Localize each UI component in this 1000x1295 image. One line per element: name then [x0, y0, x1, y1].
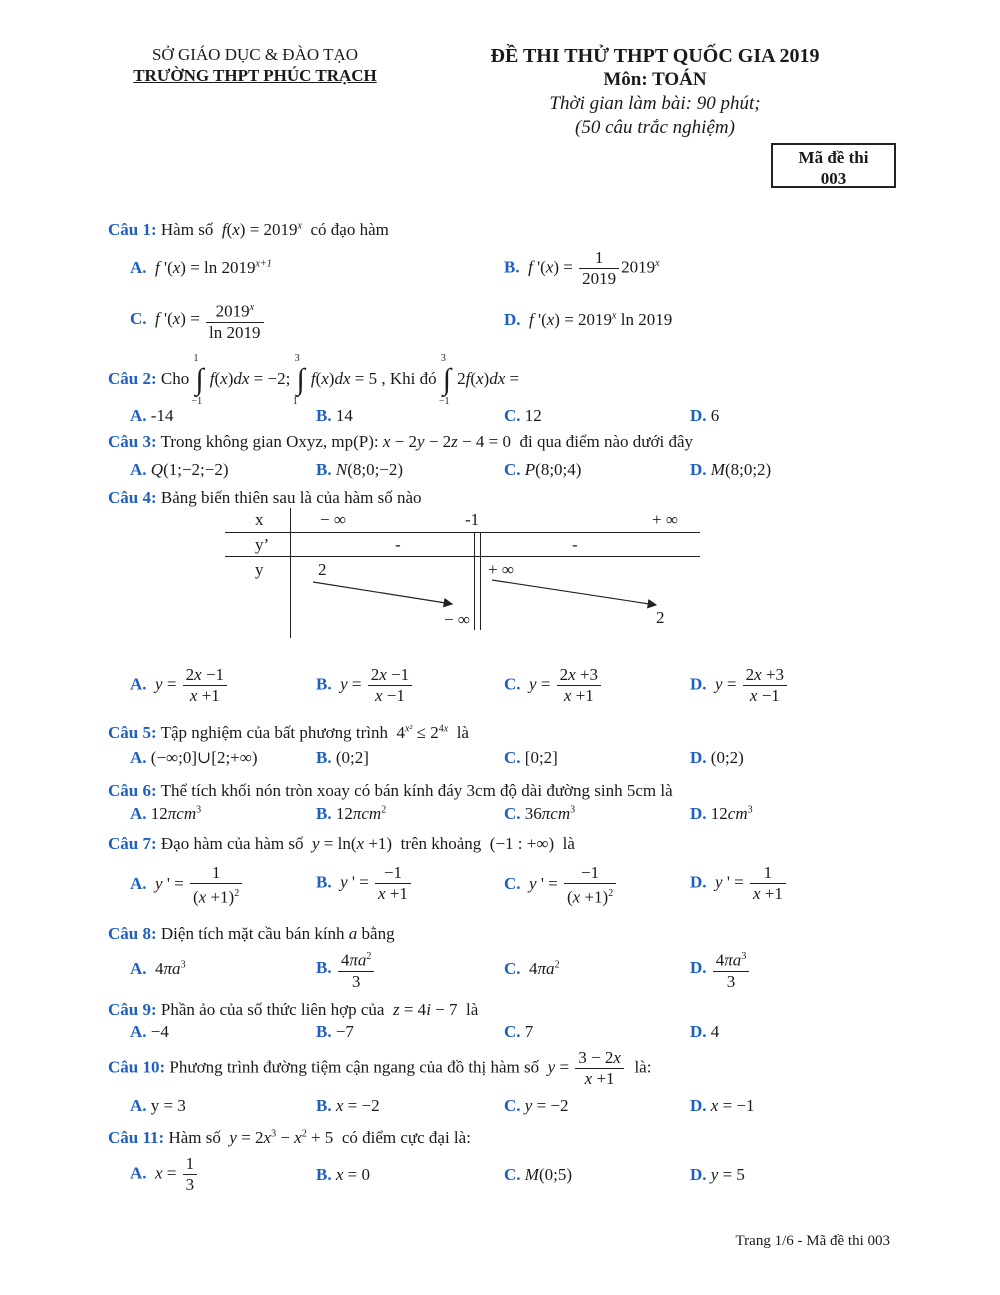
option-4a[interactable]: A. y = $\frac{2x -1}{x +1}$	[130, 665, 229, 706]
question-text: là	[466, 1000, 479, 1019]
option-2c[interactable]: C. 12	[504, 406, 542, 425]
formula: f	[217, 220, 227, 239]
question-text: Cho	[160, 368, 190, 388]
option-1b[interactable]: B. f '(x) = $\frac{1}{2019}$ 2019$^x$	[504, 248, 660, 288]
question-2: Câu 2: Cho 1 ∫ −1 f(x)dx = −2; 3 ∫ 1 f(x)dx = 5 , Khi đó 3 ∫ −1 2f(x)dx =	[108, 353, 520, 407]
question-text: Phần ảo của số thức liên hợp của	[160, 1000, 385, 1019]
option-2b[interactable]: B. 14	[316, 406, 353, 425]
question-text: là	[562, 834, 575, 853]
option-9b[interactable]: B. −7	[316, 1022, 354, 1041]
question-label: Câu 5:	[108, 723, 157, 742]
question-6	[108, 781, 673, 801]
option-3a[interactable]: A. Q(1;−2;−2)	[130, 460, 229, 479]
exam-code-value: 003	[820, 169, 847, 188]
x-mid: -1	[465, 510, 480, 529]
option-8d[interactable]: D. $\frac{4\pi a^3}{3}$	[690, 947, 751, 992]
option-7a[interactable]: A. y ' = $\frac{1}{(x +1)^2}$	[130, 863, 244, 908]
option-4b[interactable]: B. y = $\frac{2x -1}{x -1}$	[316, 665, 414, 706]
question-label: Câu 4:	[108, 488, 157, 507]
option-6b[interactable]: B. 12πcm$^2$	[316, 804, 387, 823]
option-2a[interactable]: A. -14	[130, 406, 174, 425]
x-neg-inf: − ∞	[320, 510, 346, 529]
option-6c[interactable]: C. 36πcm$^3$	[504, 804, 576, 823]
question-10: Câu 10: Phương trình đường tiệm cận ngang của đồ thị hàm số y = $\frac{3 - 2x}{x +1}$ là:	[108, 1048, 652, 1088]
subject: Môn: TOÁN	[603, 69, 707, 90]
option-11a[interactable]: A. x = $\frac{1}{3}$	[130, 1154, 199, 1195]
option-10a[interactable]: A. y = 3	[130, 1096, 186, 1115]
y-right-top: + ∞	[488, 560, 514, 579]
question-11: Câu 11: Hàm số $y = 2x^3 - x^2 + 5$ có điểm cực đại là:	[108, 1128, 471, 1147]
option-5b[interactable]: B. (0;2]	[316, 748, 369, 767]
option-3b[interactable]: B. N(8;0;−2)	[316, 460, 404, 479]
question-label: Câu 11:	[108, 1128, 165, 1147]
question-8: Câu 8: Diện tích mặt cầu bán kính a bằng	[108, 924, 395, 943]
option-9d[interactable]: D. 4	[690, 1022, 720, 1041]
option-4c[interactable]: C. y = $\frac{2x +3}{x +1}$	[504, 665, 603, 706]
question-label: Câu 9:	[108, 1000, 157, 1019]
school-name: TRƯỜNG THPT PHÚC TRẠCH	[133, 66, 377, 85]
question-text: đi qua điểm nào dưới đây	[519, 432, 693, 451]
option-3d[interactable]: D. M(8;0;2)	[690, 460, 772, 479]
option-1a[interactable]: A. f '$(x) = \ln 2019^{x+1}$	[130, 258, 272, 277]
yprime-sign-right: -	[572, 535, 578, 554]
option-7c[interactable]: C. y ' = $\frac{-1}{(x +1)^2}$	[504, 863, 618, 908]
option-6a[interactable]: A. 12πcm$^3$	[130, 804, 202, 823]
question-3: Câu 3: Trong không gian Oxyz, mp(P): x − 2y − 2z − 4 = 0 đi qua điểm nào dưới đây	[108, 432, 693, 451]
exam-title: ĐỀ THI THỬ THPT QUỐC GIA 2019	[490, 45, 820, 67]
x-pos-inf: + ∞	[652, 510, 678, 529]
option-7d[interactable]: D. y ' = $\frac{1}{x +1}$	[690, 863, 788, 904]
y-left-bottom: − ∞	[444, 610, 470, 629]
option-11c[interactable]: C. M(0;5)	[504, 1165, 572, 1184]
row-label-yprime: y’	[255, 535, 270, 554]
option-1c[interactable]: C. f '(x) = $\frac{2019^x}{\ln 2019}$	[130, 298, 266, 343]
question-label: Câu 10:	[108, 1057, 166, 1077]
option-5c[interactable]: C. [0;2]	[504, 748, 558, 767]
question-text: Trong không gian Oxyz, mp(P):	[160, 432, 379, 451]
question-text: bằng	[361, 924, 395, 943]
question-text: là	[456, 723, 469, 742]
option-10b[interactable]: B. x = −2	[316, 1096, 380, 1115]
question-text: Hàm số	[160, 220, 214, 239]
option-6d[interactable]: D. $12cm^3$	[690, 804, 753, 823]
question-text: Bảng biến thiên sau là của hàm số nào	[160, 488, 422, 507]
question-count: (50 câu trắc nghiệm)	[575, 117, 735, 138]
option-11b[interactable]: B. x = 0	[316, 1165, 370, 1184]
question-text: Đạo hàm của hàm số	[160, 834, 304, 853]
question-5: Câu 5: Tập nghiệm của bất phương trình $4^{x^2} \le 2^{4x}$ là	[108, 723, 469, 742]
yprime-sign-left: -	[395, 535, 401, 554]
question-7: Câu 7: Đạo hàm của hàm số y = ln(x +1) trên khoảng (−1 : +∞) là	[108, 834, 575, 853]
question-text: là:	[634, 1057, 652, 1077]
question-text: Thể tích khối nón tròn xoay có bán kính đáy 3cm độ dài đường sinh 5cm là	[160, 781, 673, 800]
option-2d[interactable]: D. 6	[690, 406, 720, 425]
question-text: trên khoảng	[400, 834, 482, 853]
question-label: Câu 1:	[108, 220, 157, 239]
question-text: có đạo hàm	[310, 220, 389, 239]
question-label: Câu 6:	[108, 781, 157, 800]
duration: Thời gian làm bài: 90 phút;	[549, 93, 761, 114]
row-label-y: y	[255, 560, 264, 579]
y-left-top: 2	[318, 560, 327, 579]
option-7b[interactable]: B. y ' = $\frac{-1}{x +1}$	[316, 863, 413, 904]
page-footer: Trang 1/6 - Mã đề thi 003	[735, 1233, 890, 1249]
option-8c[interactable]: C. $4\pi a^2$	[504, 959, 560, 978]
option-3c[interactable]: C. P(8;0;4)	[504, 460, 582, 479]
question-label: Câu 3:	[108, 432, 157, 451]
question-text: Hàm số	[168, 1128, 221, 1147]
question-label: Câu 8:	[108, 924, 157, 943]
option-9c[interactable]: C. 7	[504, 1022, 534, 1041]
question-text: Tập nghiệm của bất phương trình	[160, 723, 388, 742]
y-right-bottom: 2	[656, 608, 665, 627]
question-9: Câu 9: Phần ảo của số thức liên hợp của z = 4i − 7 là	[108, 1000, 479, 1019]
option-5d[interactable]: D. (0;2)	[690, 748, 744, 767]
option-11d[interactable]: D. y = 5	[690, 1165, 745, 1184]
question-label: Câu 2:	[108, 368, 157, 388]
question-text: Diện tích mặt cầu bán kính	[160, 924, 345, 943]
department-name: SỞ GIÁO DỤC & ĐÀO TẠO	[151, 45, 359, 64]
option-9a[interactable]: A. −4	[130, 1022, 169, 1041]
question-label: Câu 7:	[108, 834, 157, 853]
option-8b[interactable]: B. $\frac{4\pi a^2}{3}$	[316, 947, 376, 992]
question-1: Câu 1: Hàm số $f(x) = 2019^x$ có đạo hàm	[108, 220, 389, 239]
option-5a[interactable]: A. (−∞;0]∪[2;+∞)	[130, 748, 258, 767]
option-10d[interactable]: D. x = −1	[690, 1096, 755, 1115]
option-10c[interactable]: C. y = −2	[504, 1096, 569, 1115]
question-text: Phương trình đường tiệm cận ngang của đồ thị hàm số	[169, 1057, 540, 1077]
row-label-x: x	[255, 510, 264, 529]
question-text: có điểm cực đại là:	[341, 1128, 471, 1147]
option-8a[interactable]: A. $4\pi a^3$	[130, 959, 186, 978]
exam-code-label: Mã đề thi	[798, 148, 869, 167]
question-text: , Khi đó	[381, 368, 437, 388]
option-1d[interactable]: D. f '$(x) = 2019^x$ ln 2019	[504, 310, 673, 329]
option-4d[interactable]: D. y = $\frac{2x +3}{x -1}$	[690, 665, 789, 706]
